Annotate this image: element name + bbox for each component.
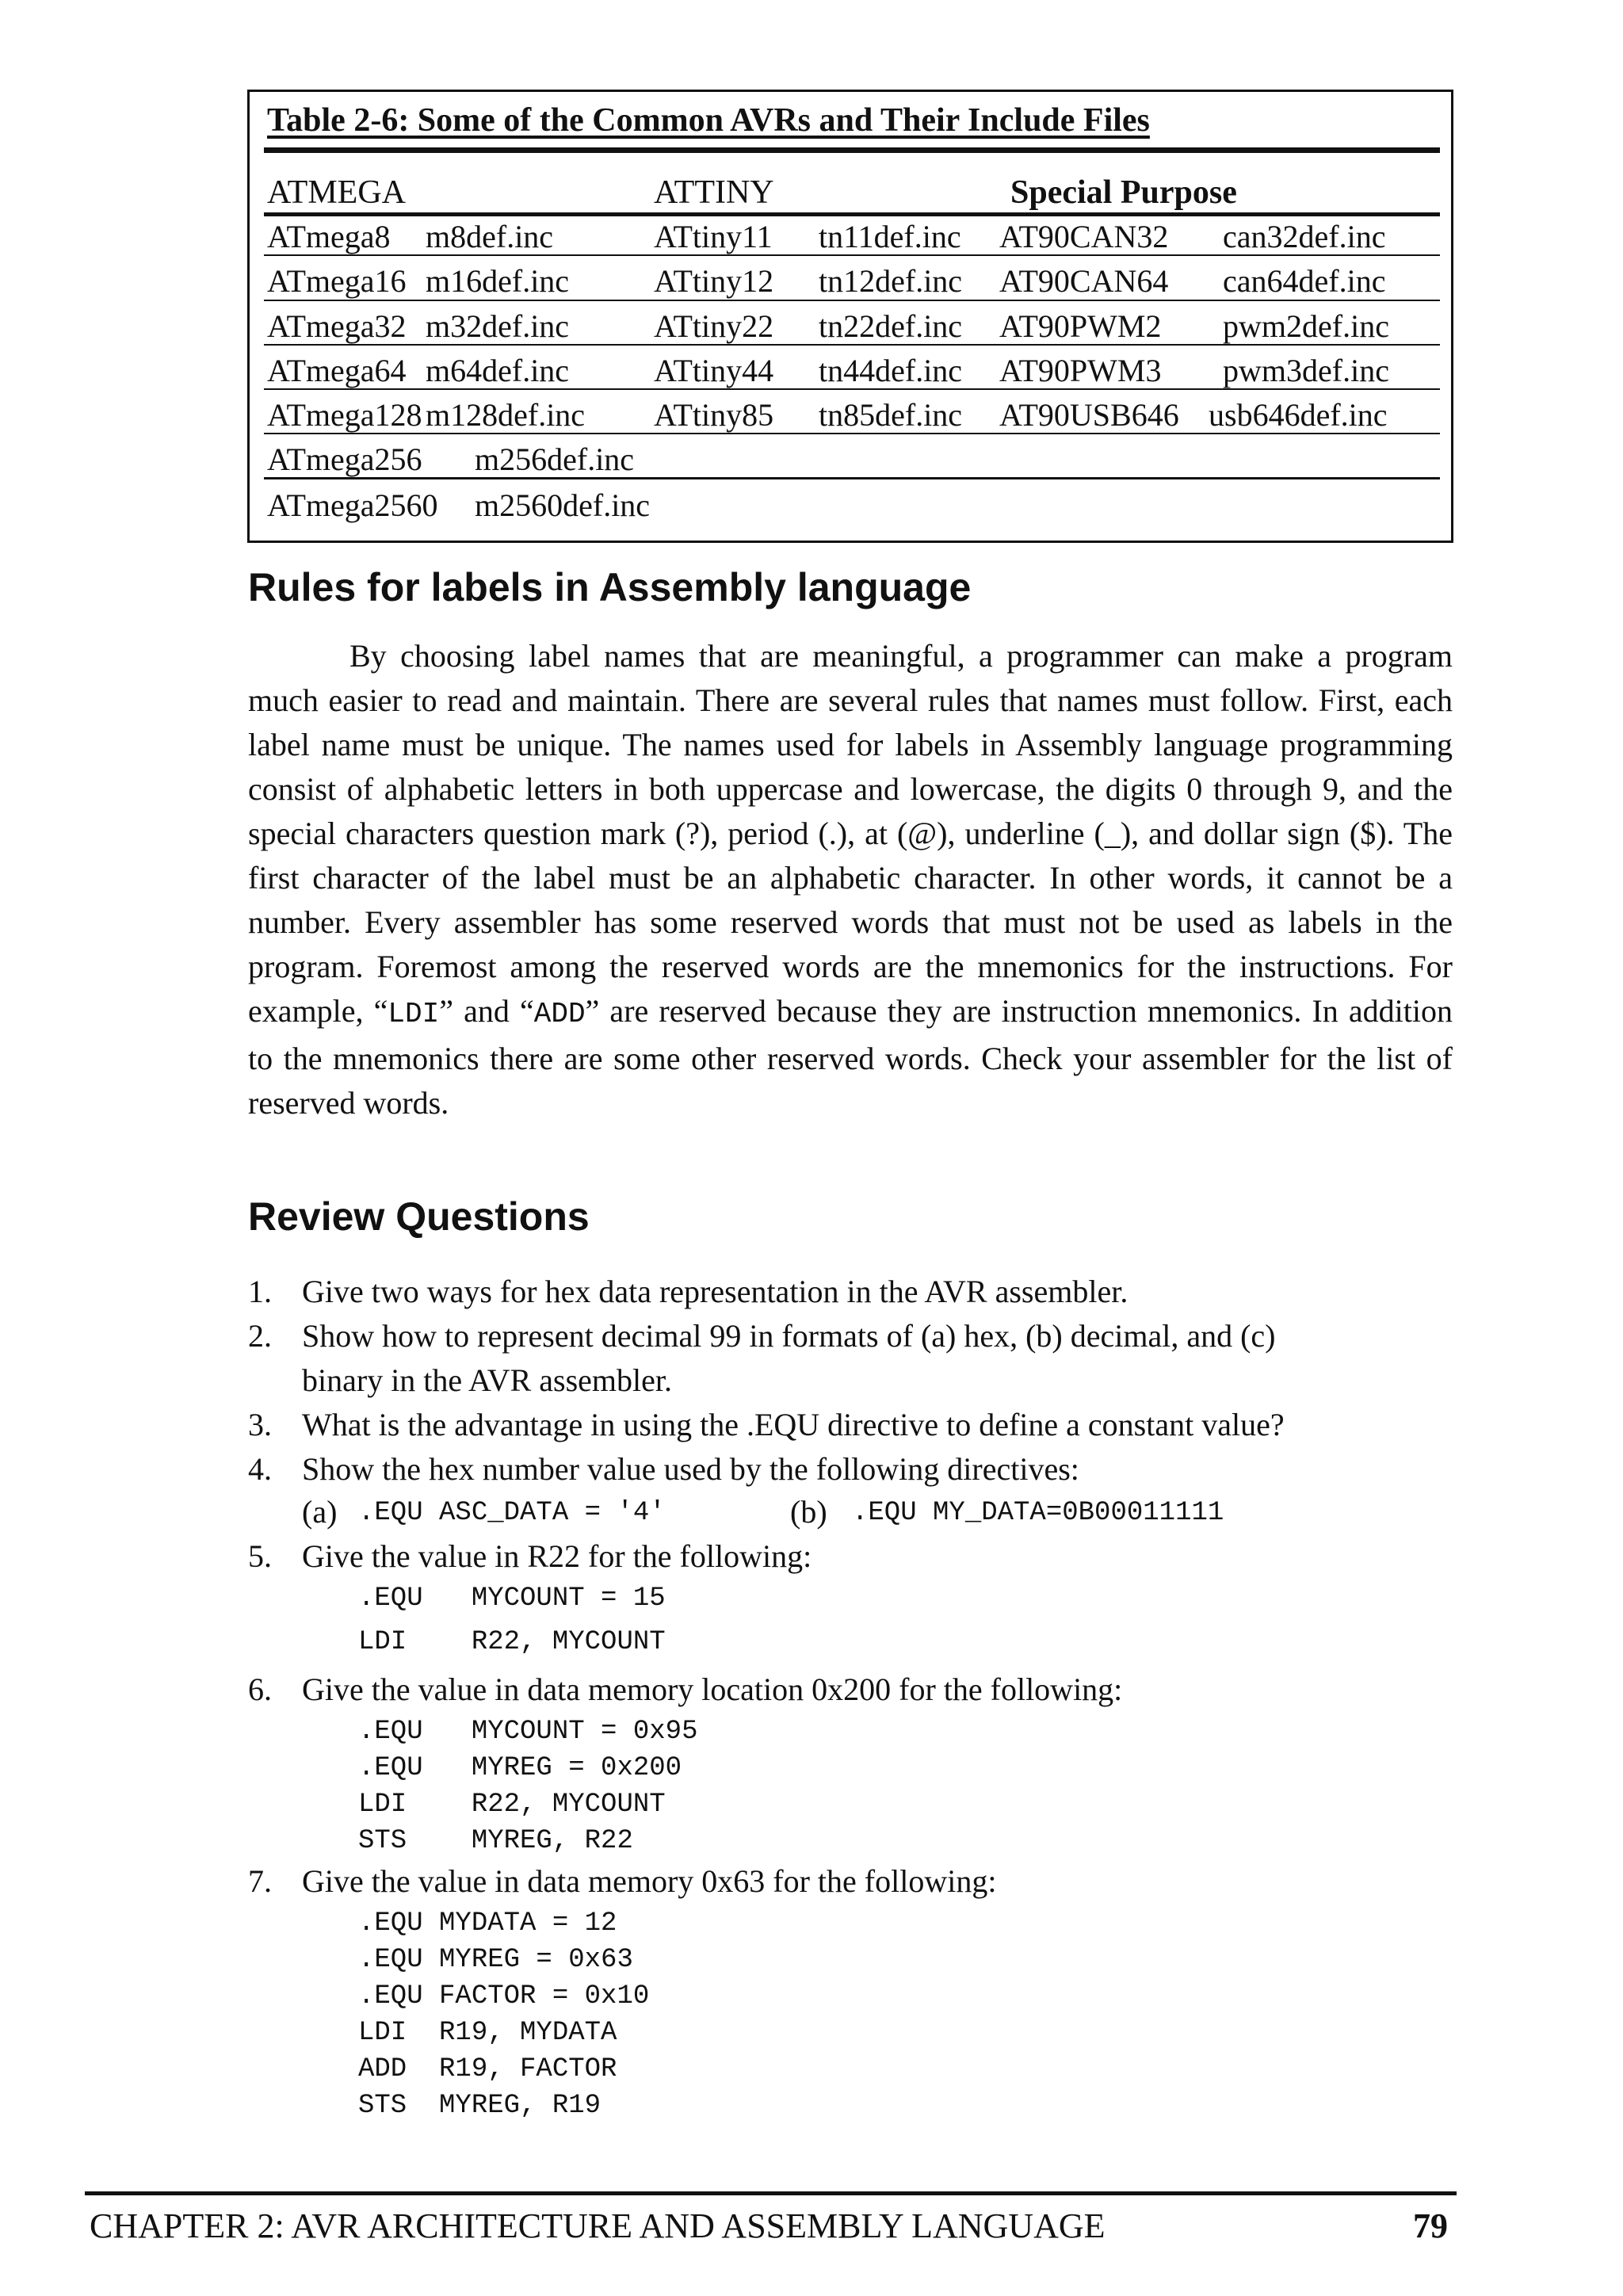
rules-text-1: By choosing label names that are meaningful, a programmer can make a program much easier to read and maintain. There are several rules that names must follow. First, each label name must be unique. The names used for labels in Assembly language programming consist of alphabetic letters in both uppercase and lowercase, the digits 0 through 9, and the special characters question mark (?), period (.), at (@), underline (_), and dollar sign ($). The first character of the label must be an alphabetic character. In other words, it cannot be a number. Every assembler has some reserved words that must not be used as labels in the program. Foremost among the reserved words are the mnemonics for the instructions. For example, “ [248, 638, 1453, 1029]
row-rule [264, 344, 1440, 346]
code-line: .EQU MYREG = 0x200 [358, 1753, 682, 1783]
table-cell: can32def.inc [1223, 219, 1386, 254]
code-line: LDI R22, MYCOUNT [358, 1790, 666, 1820]
footer-rule [85, 2191, 1457, 2195]
code-line: .EQU MYDATA = 12 [358, 1908, 617, 1939]
row-rule [264, 254, 1440, 256]
table-cell: usb646def.inc [1209, 397, 1388, 433]
code-line: LDI R19, MYDATA [358, 2018, 617, 2048]
code-line: LDI R22, MYCOUNT [358, 1627, 666, 1657]
code-line: STS MYREG, R22 [358, 1826, 633, 1856]
table-cell: ATmega128 [267, 397, 422, 433]
table-cell: AT90USB646 [999, 397, 1179, 433]
rules-text-3: ” are reserved because they are instruction mnemonics. In addition to the mnemonics there are some other reserved words. Check your assembler for the list of reserved words. [248, 993, 1453, 1121]
table-cell: ATtiny44 [654, 353, 774, 388]
question-number: 2. [248, 1318, 272, 1354]
header-special-purpose: Special Purpose [1010, 174, 1237, 211]
table-cell: ATtiny11 [654, 219, 773, 254]
rules-paragraph [248, 634, 1453, 1125]
question-number: 1. [248, 1274, 272, 1309]
question-number: 3. [248, 1407, 272, 1442]
code-line: ADD R19, FACTOR [358, 2054, 617, 2084]
code-line: .EQU ASC_DATA = '4' [358, 1498, 666, 1528]
rules-text-2: ” and “ [439, 993, 534, 1029]
code-line: .EQU MYCOUNT = 0x95 [358, 1717, 698, 1747]
row-rule [264, 433, 1440, 434]
code-line: .EQU MY_DATA=0B00011111 [852, 1498, 1224, 1528]
table-cell: can64def.inc [1223, 263, 1386, 299]
question-text: Show the hex number value used by the following directives: [302, 1451, 1079, 1487]
table-cell: tn44def.inc [819, 353, 963, 388]
header-rule [264, 212, 1440, 216]
table-cell: ATtiny22 [654, 308, 774, 344]
table-cell: pwm2def.inc [1223, 308, 1389, 344]
table-cell: tn85def.inc [819, 397, 963, 433]
header-atmega: ATMEGA [267, 174, 406, 211]
table-cell: m2560def.inc [475, 487, 651, 523]
row-rule [264, 388, 1440, 390]
row-rule [264, 477, 1440, 479]
table-cell: ATmega64 [267, 353, 407, 388]
table-cell: ATmega8 [267, 219, 391, 254]
question-number: 6. [248, 1671, 272, 1707]
question-number: 5. [248, 1538, 272, 1574]
table-cell: ATtiny12 [654, 263, 774, 299]
question-text: Show how to represent decimal 99 in formats of (a) hex, (b) decimal, and (c) [302, 1318, 1276, 1354]
table-cell: m256def.inc [475, 441, 635, 477]
table-cell: m32def.inc [426, 308, 570, 344]
question-text: Give the value in data memory location 0x200 for the following: [302, 1671, 1123, 1707]
table-cell: ATmega32 [267, 308, 407, 344]
question-number: 4. [248, 1451, 272, 1487]
table-cell: AT90PWM3 [999, 353, 1162, 388]
table-cell: ATmega256 [267, 441, 422, 477]
table-cell: pwm3def.inc [1223, 353, 1389, 388]
ldi-mnemonic: LDI [388, 998, 440, 1030]
code-line: STS MYREG, R19 [358, 2091, 601, 2121]
table-cell: AT90CAN64 [999, 263, 1169, 299]
add-mnemonic: ADD [533, 998, 586, 1030]
question-text: Give the value in R22 for the following: [302, 1538, 812, 1574]
page-number: 79 [1413, 2206, 1448, 2245]
question-number: 7. [248, 1863, 272, 1899]
code-line: .EQU FACTOR = 0x10 [358, 1981, 650, 2011]
header-attiny: ATTINY [654, 174, 774, 211]
table-cell: AT90PWM2 [999, 308, 1162, 344]
question-text: What is the advantage in using the .EQU directive to define a constant value? [302, 1407, 1285, 1442]
include-files-table [247, 90, 1453, 543]
table-cell: tn11def.inc [819, 219, 961, 254]
table-title-rule [264, 147, 1440, 153]
rules-heading: Rules for labels in Assembly language [248, 565, 972, 609]
table-cell: ATmega16 [267, 263, 407, 299]
table-cell: m64def.inc [426, 353, 570, 388]
table-cell: ATtiny85 [654, 397, 774, 433]
question-text: Give the value in data memory 0x63 for the following: [302, 1863, 997, 1899]
code-line: .EQU MYREG = 0x63 [358, 1945, 633, 1975]
table-cell: tn12def.inc [819, 263, 963, 299]
table-title: Table 2-6: Some of the Common AVRs and Their Include Files [267, 102, 1150, 139]
table-cell: m8def.inc [426, 219, 554, 254]
table-cell: m16def.inc [426, 263, 570, 299]
question-text: Give two ways for hex data representation in the AVR assembler. [302, 1274, 1128, 1309]
table-cell: AT90CAN32 [999, 219, 1169, 254]
review-heading: Review Questions [248, 1194, 590, 1239]
option-label: (a) [302, 1494, 338, 1530]
table-cell: tn22def.inc [819, 308, 963, 344]
row-rule [264, 300, 1440, 301]
table-cell: m128def.inc [426, 397, 586, 433]
code-line: .EQU MYCOUNT = 15 [358, 1584, 666, 1614]
table-cell: ATmega2560 [267, 487, 438, 523]
option-label: (b) [790, 1494, 827, 1530]
question-text: binary in the AVR assembler. [302, 1362, 672, 1398]
chapter-footer-title: CHAPTER 2: AVR ARCHITECTURE AND ASSEMBLY LANGUAGE [90, 2206, 1106, 2245]
